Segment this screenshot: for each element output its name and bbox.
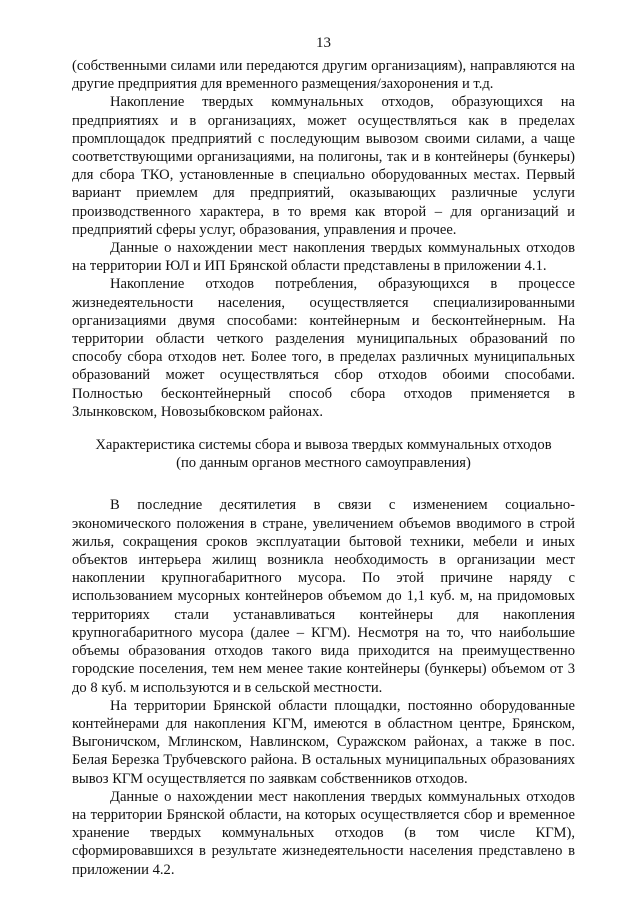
paragraph-continuation: (собственными силами или передаются другим организациям), направляются на другие предприятия для временного размещения/захоронения и т.д.: [72, 58, 575, 93]
page-number: 13: [316, 35, 331, 51]
section-heading-subtitle: (по данным органов местного самоуправления): [176, 455, 471, 472]
paragraph-appendix-4-2-reference: Данные о нахождении мест накопления твердых коммунальных отходов на территории Брянской области, на которых осуществляется сбор и временное хранение твердых коммунальных отходов (в том числе КГМ), сформировавшихся в результате жизнедеятельности населения представлено в приложении 4.2.: [72, 788, 575, 878]
paragraph-enterprise-waste-accumulation: Накопление твердых коммунальных отходов, образующихся на предприятиях и в организациях, может осуществляться как в пределах промплощадок предприятий с последующим вывозом своими силами, а чаще соответствующими организациями, на полигоны, так и в контейнеры (бункеры) для сбора ТКО, установленные в специально оборудованных местах. Первый вариант приемлем для предприятий, оказывающих различные услуги производственного характера, в то время как второй – для организаций и предприятий сферы услуг, образования, управления и прочее.: [72, 94, 575, 238]
paragraph-appendix-4-1-reference: Данные о нахождении мест накопления твердых коммунальных отходов на территории ЮЛ и ИП Брянской области представлены в приложении 4.1.: [72, 240, 575, 275]
paragraph-bulky-waste-background: В последние десятилетия в связи с изменением социально-экономического положения в стране, увеличением объемов вводимого в строй жилья, сокращения сроков эксплуатации бытовой техники, мебели и иных объектов интерьера жилищ возникла необходимость в организации мест накоплении крупногабаритного мусора. По этой причине наряду с использованием мусорных контейнеров объемом до 1,1 куб. м, на придомовых территориях стали устанавливаться контейнеры для накопления крупногабаритного мусора (далее – КГМ). Несмотря на то, что наибольшие объемы образования отходов такого вида приходится на преимущественно городские поселения, тем нем менее такие контейнеры (бункеры) объемом от 3 до 8 куб. м используются и в сельской местности.: [72, 497, 575, 696]
document-page: [72, 34, 575, 879]
section-heading-title: Характеристика системы сбора и вывоза твердых коммунальных отходов: [95, 437, 552, 454]
paragraph-bulky-waste-sites: На территории Брянской области площадки, постоянно оборудованные контейнерами для накопления КГМ, имеются в областном центре, Брянском, Выгоничском, Мглинском, Навлинском, Суражском районах, а также в пос. Белая Березка Трубчевского района. В остальных муниципальных образованиях вывоз КГМ осуществляется по заявкам собственников отходов.: [72, 697, 575, 787]
paragraph-collection-methods: Накопление отходов потребления, образующихся в процессе жизнедеятельности населения, осуществляется специализированными организациями двумя способами: контейнерным и бесконтейнерным. На территории области четкого разделения муниципальных образований по способу сбора отходов нет. Более того, в пределах различных муниципальных образований может осуществляться сбор отходов обоими способами. Полностью бесконтейнерный способ сбора отходов применяется в Злынковском, Новозыбковском районах.: [72, 276, 575, 420]
section-heading: [72, 436, 575, 472]
